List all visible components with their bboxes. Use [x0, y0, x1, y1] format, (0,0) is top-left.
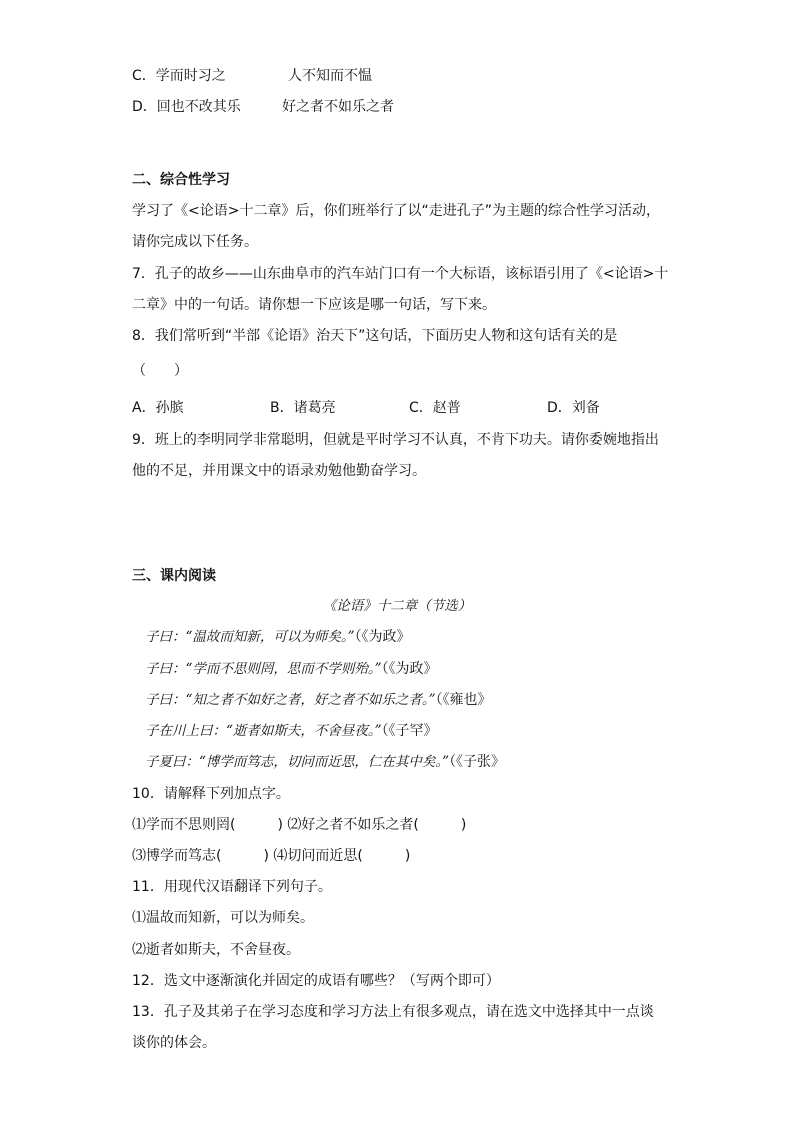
- passage-line-1: [145, 627, 411, 647]
- q8-option-b: B．诸葛亮: [270, 400, 336, 416]
- section2-heading: 二、综合性学习: [132, 172, 230, 188]
- passage-line-5-source: （《子张》: [449, 754, 506, 770]
- question-9-line1: 9．班上的李明同学非常聪明，但就是平时学习不认真，不肯下功夫。请你委婉地指出: [132, 432, 659, 448]
- question-12: 12．选文中逐渐演化并固定的成语有哪些？（写两个即可）: [132, 973, 500, 989]
- passage-line-1-text: 子曰：“温故而知新，可以为师矣。”: [145, 629, 355, 645]
- passage-line-2-source: （《为政》: [381, 661, 438, 677]
- question-10-items-2: ⑶博学而笃志( ) ⑷切问而近思( ): [132, 848, 411, 864]
- passage-line-4: [145, 721, 438, 741]
- question-13-line1: 13．孔子及其弟子在学习态度和学习方法上有很多观点，请在选文中选择其中一点谈: [132, 1004, 654, 1020]
- question-8-line1: 8．我们常听到“半部《论语》治天下”这句话，下面历史人物和这句话有关的是: [132, 328, 618, 344]
- question-7-line2: 二章》中的一句话。请你想一下应该是哪一句话，写下来。: [132, 297, 496, 313]
- question-11-item-2: ⑵逝者如斯夫，不舍昼夜。: [132, 942, 300, 958]
- q8-option-a: A．孙膑: [132, 400, 184, 416]
- option-c-label: C．学而时习之: [132, 68, 226, 84]
- question-8-blank: （ ）: [132, 363, 188, 379]
- option-c-text: 人不知而不愠: [288, 68, 372, 84]
- question-10: 10．请解释下列加点字。: [132, 786, 290, 802]
- option-d-label: D．回也不改其乐: [132, 99, 241, 115]
- passage-line-4-text: 子在川上曰：“逝者如斯夫，不舍昼夜。”: [145, 723, 382, 739]
- passage-line-1-source: （《为政》: [354, 629, 411, 645]
- passage-title: 《论语》十二章（节选）: [322, 598, 472, 614]
- passage-line-4-source: （《子罕》: [381, 723, 438, 739]
- section2-intro-line2: 请你完成以下任务。: [132, 234, 258, 250]
- section2-intro-line1: 学习了《<论语>十二章》后，你们班举行了以“走进孔子”为主题的综合性学习活动，: [132, 203, 660, 219]
- q8-option-c: C．赵普: [409, 400, 461, 416]
- passage-line-2-text: 子曰：“学而不思则罔，思而不学则殆。”: [145, 661, 382, 677]
- passage-line-3-text: 子曰：“知之者不如好之者，好之者不如乐之者。”: [145, 692, 436, 708]
- option-d-text: 好之者不如乐之者: [282, 99, 394, 115]
- question-11-item-1: ⑴温故而知新，可以为师矣。: [132, 910, 314, 926]
- q8-option-d: D．刘备: [547, 400, 600, 416]
- question-10-items-1: ⑴学而不思则罔( ) ⑵好之者不如乐之者( ): [132, 817, 467, 833]
- passage-line-3-source: （《雍也》: [435, 692, 492, 708]
- section3-heading: 三、课内阅读: [132, 568, 216, 584]
- passage-line-2: [145, 659, 438, 679]
- question-7-line1: 7．孔子的故乡——山东曲阜市的汽车站门口有一个大标语，该标语引用了《<论语>十: [132, 266, 669, 282]
- question-11: 11．用现代汉语翻译下列句子。: [132, 879, 332, 895]
- passage-line-3: [145, 690, 492, 710]
- passage-line-5-text: 子夏曰：“博学而笃志，切问而近思，仁在其中矣。”: [145, 754, 450, 770]
- question-9-line2: 他的不足，并用课文中的语录劝勉他勤奋学习。: [132, 463, 426, 479]
- passage-line-5: [145, 752, 505, 772]
- question-13-line2: 谈你的体会。: [132, 1035, 216, 1051]
